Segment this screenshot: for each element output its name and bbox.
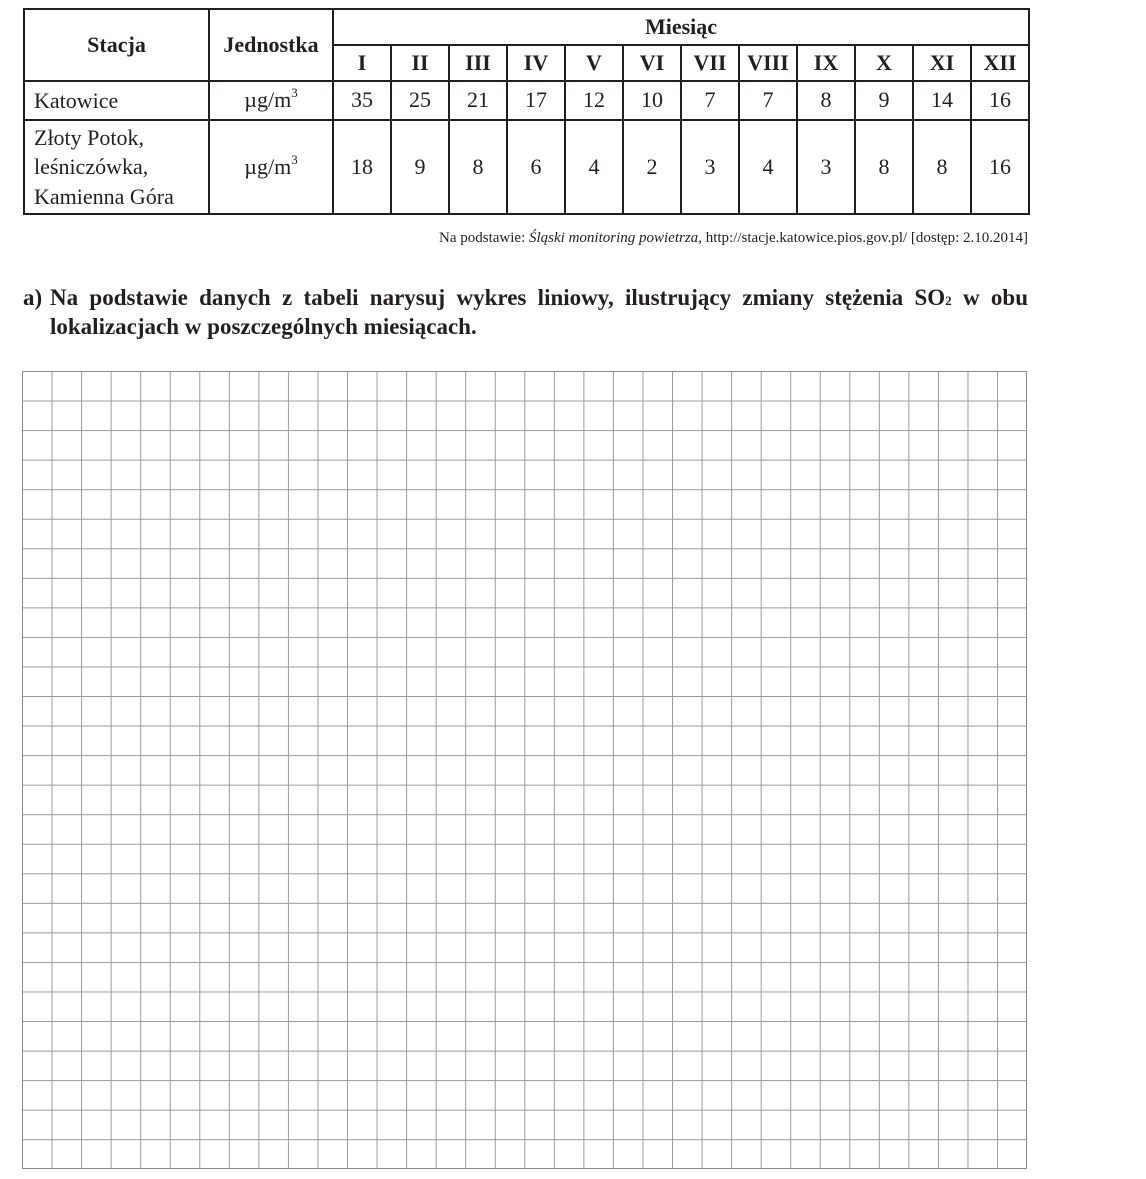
unit-exponent: 3 <box>291 85 298 101</box>
month-header-cell: XI <box>913 45 971 81</box>
station-name-line: leśniczówka, <box>34 154 149 180</box>
source-prefix: Na podstawie: <box>439 230 529 246</box>
task-instruction <box>23 283 1028 341</box>
value-cell: 25 <box>391 81 449 120</box>
header-month: Miesiąc <box>333 9 1029 45</box>
task-text <box>50 283 1028 341</box>
value-cell: 12 <box>565 81 623 120</box>
value-cell: 8 <box>855 120 913 214</box>
table-row-zloty-potok <box>24 120 1029 214</box>
month-header-cell: X <box>855 45 913 81</box>
station-name-line: Kamienna Góra <box>34 183 174 209</box>
value-cell: 35 <box>333 81 391 120</box>
value-cell: 21 <box>449 81 507 120</box>
station-cell <box>24 81 209 120</box>
value-cell: 10 <box>623 81 681 120</box>
month-header-cell: VII <box>681 45 739 81</box>
task-subscript: 2 <box>945 293 952 308</box>
value-cell: 7 <box>681 81 739 120</box>
value-cell: 16 <box>971 120 1029 214</box>
task-label: a) <box>23 285 43 310</box>
month-header-cell: II <box>391 45 449 81</box>
station-name-line: Złoty Potok, <box>34 125 145 151</box>
unit-base: µg/m <box>244 87 292 113</box>
source-suffix: , http://stacje.katowice.pios.gov.pl/ [dostęp: 2.10.2014] <box>698 230 1028 246</box>
month-header-cell: XII <box>971 45 1029 81</box>
table-row-katowice <box>24 81 1029 120</box>
month-header-cell: VIII <box>739 45 797 81</box>
task-text-part: w obu lokalizacjach w poszczególnych miesiącach. <box>50 285 1028 339</box>
source-title: Śląski monitoring powietrza <box>529 230 699 246</box>
month-header-cell: VI <box>623 45 681 81</box>
value-cell: 9 <box>855 81 913 120</box>
unit-exponent: 3 <box>291 151 298 167</box>
value-cell: 17 <box>507 81 565 120</box>
value-cell: 9 <box>391 120 449 214</box>
unit-cell <box>209 81 333 120</box>
month-header-cell: III <box>449 45 507 81</box>
value-cell: 8 <box>449 120 507 214</box>
value-cell: 8 <box>797 81 855 120</box>
header-unit: Jednostka <box>209 9 333 81</box>
value-cell: 8 <box>913 120 971 214</box>
unit-cell <box>209 120 333 214</box>
station-cell <box>24 120 209 214</box>
value-cell: 4 <box>739 120 797 214</box>
source-citation <box>439 230 1028 247</box>
task-text-part: Na podstawie danych z tabeli narysuj wykres liniowy, ilustrujący zmiany stężenia SO <box>50 285 946 310</box>
value-cell: 3 <box>797 120 855 214</box>
value-cell: 2 <box>623 120 681 214</box>
value-cell: 7 <box>739 81 797 120</box>
station-name-line: Katowice <box>34 87 119 113</box>
header-station: Stacja <box>24 9 209 81</box>
month-header-cell: IX <box>797 45 855 81</box>
value-cell: 4 <box>565 120 623 214</box>
answer-grid[interactable] <box>22 371 1027 1169</box>
data-table <box>23 8 1030 215</box>
unit-base: µg/m <box>244 153 292 179</box>
value-cell: 6 <box>507 120 565 214</box>
value-cell: 14 <box>913 81 971 120</box>
value-cell: 18 <box>333 120 391 214</box>
month-header-cell: V <box>565 45 623 81</box>
value-cell: 16 <box>971 81 1029 120</box>
month-header-cell: IV <box>507 45 565 81</box>
value-cell: 3 <box>681 120 739 214</box>
month-header-cell: I <box>333 45 391 81</box>
